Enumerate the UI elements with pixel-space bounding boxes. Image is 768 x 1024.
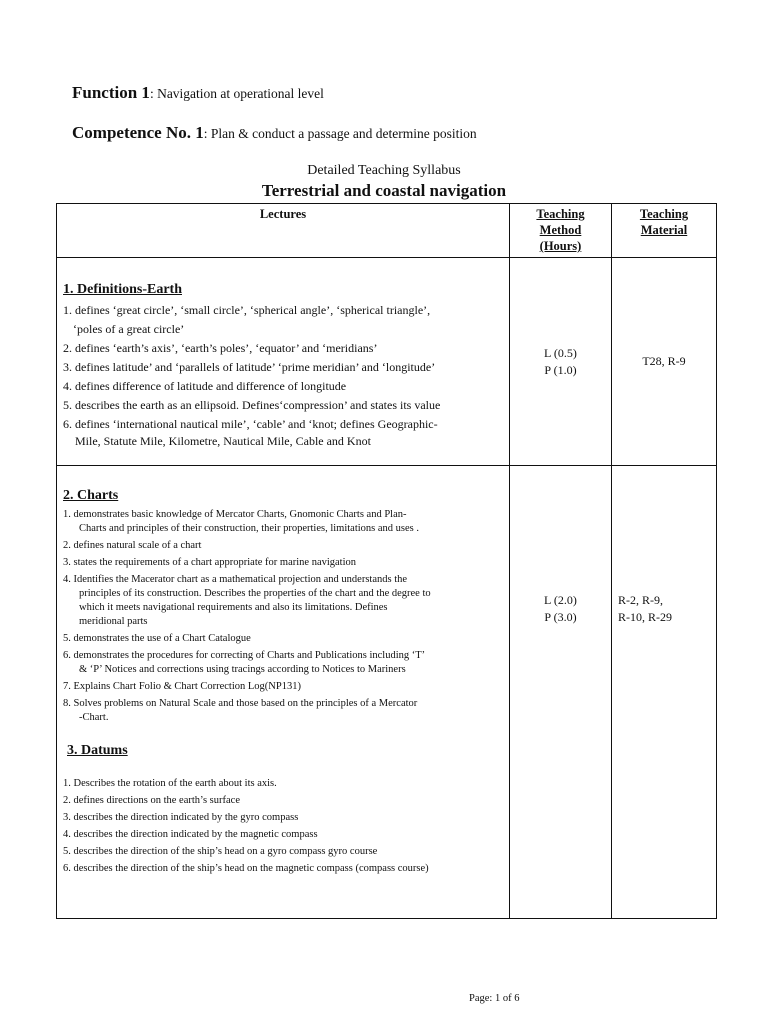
list-item: Mile, Statute Mile, Kilometre, Nautical Mile, Cable and Knot [75,434,371,448]
list-item: 2. defines natural scale of a chart [63,540,202,551]
list-item: 1. demonstrates basic knowledge of Mercator Charts, Gnomonic Charts and Plan- [63,509,407,520]
page-footer: Page: 1 of 6 [469,993,520,1004]
list-item: 4. Identifies the Macerator chart as a mathematical projection and understands the [63,574,408,585]
list-item: 3. defines latitude’ and ‘parallels of latitude’ ‘prime meridian’ and ‘longitude’ [63,360,436,374]
list-item: Charts and principles of their construction, their properties, limitations and uses . [79,523,420,534]
function-heading [72,83,324,103]
section-lectures-cell [57,258,510,466]
section-lectures-cell [57,466,510,919]
list-item: 5. describes the direction of the ship’s head on a gyro compass gyro course [63,846,378,857]
list-item: ‘poles of a great circle’ [73,322,185,336]
list-item: which it meets navigational requirements and also its limitations. Defines [79,602,388,613]
list-item: 1. Describes the rotation of the earth about its axis. [63,778,277,789]
subject-title: Terrestrial and coastal navigation [261,181,507,200]
list-item: 6. describes the direction of the ship’s head on the magnetic compass (compass course) [63,863,429,874]
list-item: 7. Explains Chart Folio & Chart Correction Log(NP131) [63,681,301,692]
function-label: Function 1 [72,83,150,102]
method-value: P (1.0) [544,362,577,377]
list-item: meridional parts [79,616,148,627]
method-header-line1: Teaching [536,207,585,221]
method-value: P (3.0) [544,610,577,624]
method-cell [510,258,612,466]
method-header-line3: (Hours) [539,239,582,253]
material-cell [612,258,717,466]
competence-heading [72,123,477,143]
lectures-header-label: Lectures [259,207,307,221]
list-item: 6. defines ‘international nautical mile’, ‘cable’ and ‘knot; defines Geographic- [63,417,438,431]
list-item: -Chart. [79,712,109,723]
syllabus-title: Detailed Teaching Syllabus [307,163,461,178]
section-title-charts: 2. Charts [63,488,119,503]
competence-label: Competence No. 1 [72,123,204,142]
material-header-line1: Teaching [639,207,689,221]
lectures-header [57,204,510,258]
list-item: 6. demonstrates the procedures for correcting of Charts and Publications including ‘T’ [63,650,426,661]
method-value: L (0.5) [544,345,577,360]
list-item: & ‘P’ Notices and corrections using tracings according to Notices to Mariners [79,664,406,675]
competence-text: : Plan & conduct a passage and determine position [203,126,477,141]
section-title-definitions: 1. Definitions-Earth [63,282,182,297]
syllabus-table [56,203,717,919]
list-item: 5. describes the earth as an ellipsoid. Defines‘compression’ and states its value [63,398,441,412]
material-header [612,204,717,258]
function-text: : Navigation at operational level [149,86,324,101]
list-item: 5. demonstrates the use of a Chart Catalogue [63,633,251,644]
section-row-charts [57,466,717,919]
method-header-line2: Method [539,223,582,237]
material-value: R-10, R-29 [618,610,672,624]
list-item: 3. states the requirements of a chart appropriate for marine navigation [63,557,357,568]
material-header-line2: Material [640,223,688,237]
method-value: L (2.0) [544,593,577,607]
section-title-datums: 3. Datums [67,743,128,758]
method-header [510,204,612,258]
material-cell [612,466,717,919]
list-item: 3. describes the direction indicated by the gyro compass [63,812,299,823]
list-item: 1. defines ‘great circle’, ‘small circle’, ‘spherical angle’, ‘spherical triangle’, [63,303,431,317]
list-item: 2. defines ‘earth’s axis’, ‘earth’s poles’, ‘equator’ and ‘meridians’ [63,341,378,355]
method-cell [510,466,612,919]
list-item: principles of its construction. Describes the properties of the chart and the degree to [79,588,431,599]
list-item: 4. describes the direction indicated by the magnetic compass [63,829,318,840]
list-item: 2. defines directions on the earth’s surface [63,795,240,806]
list-item: 4. defines difference of latitude and difference of longitude [63,379,347,393]
header-row [57,204,717,258]
list-item: 8. Solves problems on Natural Scale and those based on the principles of a Mercator [63,698,418,709]
section-row-definitions [57,258,717,466]
material-value: T28, R-9 [642,354,686,368]
material-value: R-2, R-9, [618,593,663,607]
